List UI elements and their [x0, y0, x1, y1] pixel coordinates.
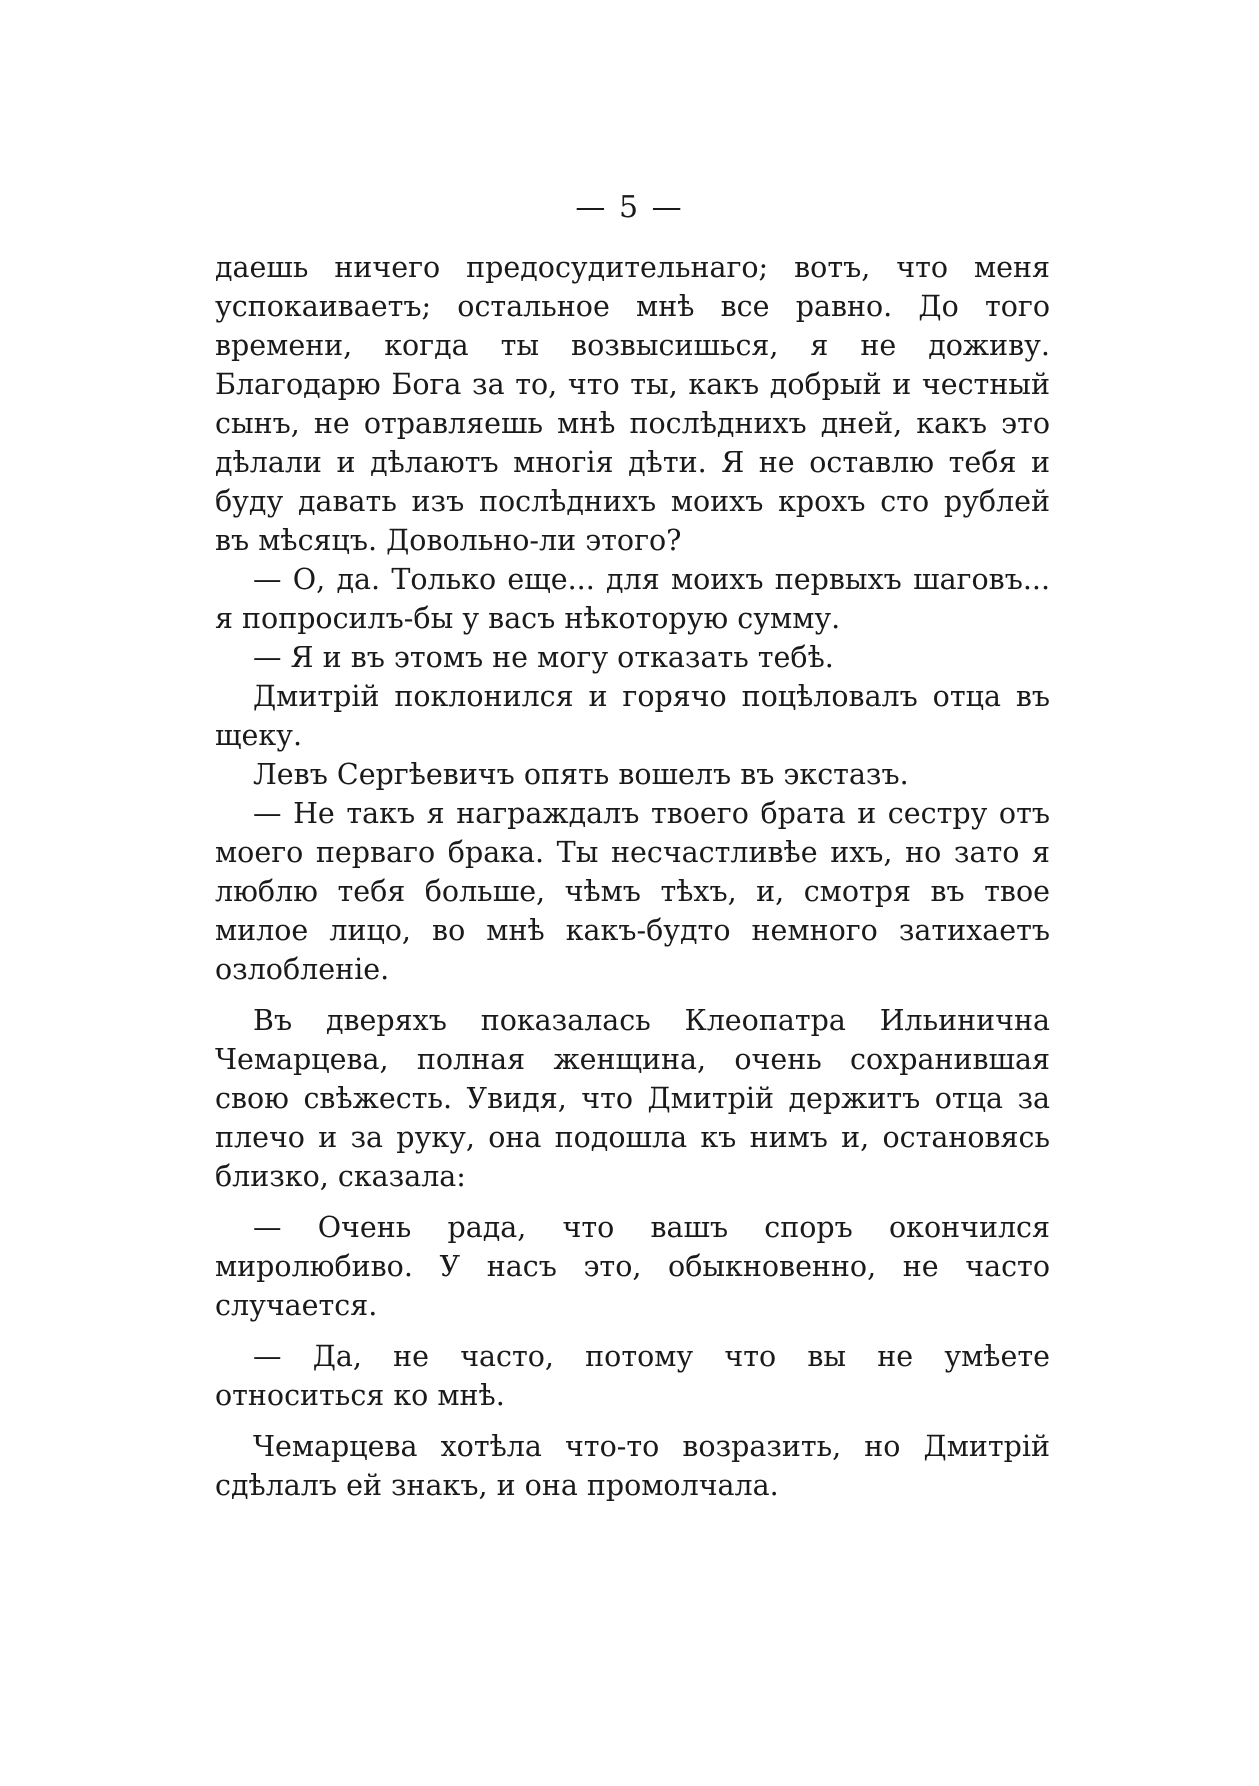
- dialogue-father-agrees: — Я и въ этомъ не могу отказать тебѣ.: [253, 641, 834, 674]
- paragraph-dmitry-bows: Дмитрій поклонился и горячо поцѣловалъ отца въ щеку.: [215, 680, 1050, 752]
- paragraph-continuation: даешь ничего предосудительнаго; вотъ, что меня успокаиваетъ; остальное мнѣ все равно. До того времени, когда ты возвысишься, я не доживу. Благодарю Бога за то, что ты, какъ добрый и честный сынъ, не отравляешь мнѣ послѣднихъ дней, какъ это дѣлали и дѣлаютъ многія дѣти. Я не оставлю тебя и буду давать изъ послѣднихъ моихъ крохъ сто рублей въ мѣсяцъ. Довольно-ли этого?: [215, 251, 1050, 557]
- page-text: [215, 248, 1050, 1505]
- dialogue-dmitry-request: — О, да. Только еще... для моихъ первыхъ шаговъ... я попросилъ-бы у васъ нѣкоторую сумму.: [215, 563, 1050, 635]
- page-number: — 5 —: [575, 190, 684, 225]
- paragraph-ending: Чемарцева хотѣла что-то возразить, но Дмитрій сдѣлалъ ей знакъ, и она промолчала.: [215, 1430, 1050, 1502]
- dialogue-father-speech: — Не такъ я награждалъ твоего брата и сестру отъ моего перваго брака. Ты несчастливѣе ихъ, но зато я люблю тебя больше, чѣмъ тѣхъ, и, смотря въ твое милое лицо, во мнѣ какъ-будто немного затихаетъ озлобленіе.: [215, 797, 1050, 986]
- dialogue-dmitry-reply: — Да, не часто, потому что вы не умѣете относиться ко мнѣ.: [215, 1340, 1050, 1412]
- paragraph-kleopatra-enters: Въ дверяхъ показалась Клеопатра Ильинична Чемарцева, полная женщина, очень сохранившая свою свѣжесть. Увидя, что Дмитрій держитъ отца за плечо и за руку, она подошла къ нимъ и, остановясь близко, сказала:: [215, 1004, 1050, 1193]
- dialogue-kleopatra: — Очень рада, что вашъ споръ окончился миролюбиво. У насъ это, обыкновенно, не часто случается.: [215, 1211, 1050, 1322]
- paragraph-lev-ecstasy: Левъ Сергѣевичъ опять вошелъ въ экстазъ.: [253, 758, 909, 791]
